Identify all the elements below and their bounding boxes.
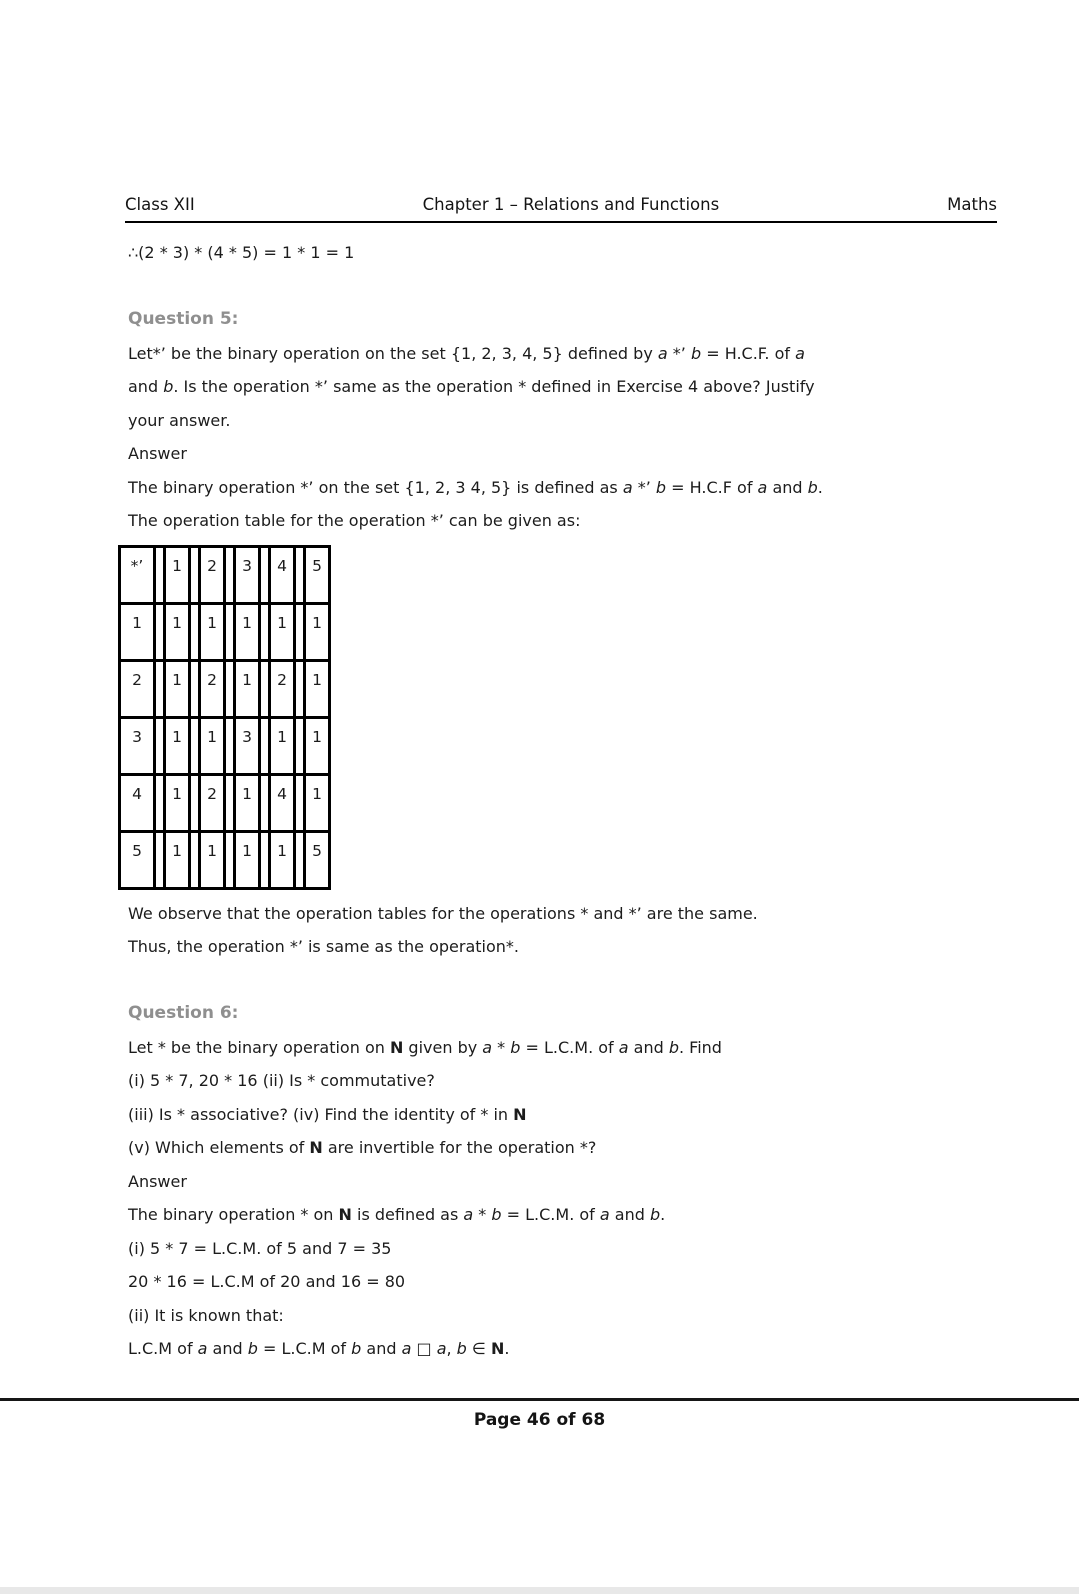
operation-table-row [118, 830, 331, 887]
q6-question-line-3: (iii) Is * associative? (iv) Find the identity of * in N [128, 1104, 527, 1124]
header-class-label: Class XII [125, 195, 195, 214]
operation-table-cell: 1 [303, 662, 331, 716]
viewer-edge-strip [0, 1587, 1079, 1594]
operation-table-cell: 1 [198, 719, 226, 773]
operation-table-cell: 1 [198, 833, 226, 887]
operation-table-cell: 5 [303, 548, 331, 602]
page-number: Page 46 of 68 [473, 1410, 606, 1430]
operation-table-row [118, 773, 331, 830]
operation-table-cell: 1 [163, 719, 191, 773]
operation-table-cell: 1 [233, 662, 261, 716]
operation-table-cell: 2 [268, 662, 296, 716]
operation-table-cell: 1 [303, 776, 331, 830]
q6-question-line-2: (i) 5 * 7, 20 * 16 (ii) Is * commutative? [128, 1071, 435, 1090]
operation-table-cell: 4 [118, 776, 156, 830]
operation-table-cell: 5 [118, 833, 156, 887]
operation-table-cell: 1 [118, 605, 156, 659]
q5-question-line-3: your answer. [128, 410, 231, 430]
operation-table-cell: 5 [303, 833, 331, 887]
conclusion-line: ∴(2 * 3) * (4 * 5) = 1 * 1 = 1 [128, 243, 355, 262]
operation-table-cell: 3 [233, 719, 261, 773]
footer-divider [0, 1398, 1079, 1401]
q5-observation-line-2: Thus, the operation *’ is same as the operation*. [128, 937, 519, 956]
operation-table-cell: 2 [118, 662, 156, 716]
operation-table-cell: *’ [118, 548, 156, 602]
document-body [128, 236, 1013, 1366]
q6-answer-line-5: L.C.M of a and b = L.C.M of b and a □ a, b ∈ N. [128, 1339, 510, 1358]
q6-answer-line-1: The binary operation * on N is defined as a * b = L.C.M. of a and b. [128, 1205, 666, 1224]
operation-table-cell: 2 [198, 662, 226, 716]
q6-question-line-1: Let * be the binary operation on N given by a * b = L.C.M. of a and b. Find [128, 1037, 722, 1057]
question-6-title: Question 6: [128, 1003, 239, 1023]
q5-question-line-2: and b. Is the operation *’ same as the operation * defined in Exercise 4 above? Justify [128, 377, 815, 396]
operation-table-cell: 4 [268, 776, 296, 830]
operation-table-cell: 1 [163, 776, 191, 830]
operation-table-cell: 1 [163, 662, 191, 716]
operation-table-cell: 1 [233, 605, 261, 659]
operation-table-cell: 1 [163, 833, 191, 887]
operation-table-cell: 4 [268, 548, 296, 602]
q6-answer-line-3: 20 * 16 = L.C.M of 20 and 16 = 80 [128, 1272, 406, 1291]
operation-table-cell: 1 [233, 833, 261, 887]
header-subject-label: Maths [947, 195, 997, 214]
operation-table-cell: 1 [163, 605, 191, 659]
q5-answer-label: Answer [128, 444, 187, 463]
q5-observation-line-1: We observe that the operation tables for the operations * and *’ are the same. [128, 903, 758, 923]
operation-table-cell: 1 [268, 833, 296, 887]
header-chapter-title: Chapter 1 – Relations and Functions [422, 195, 720, 214]
operation-table-cell: 2 [198, 548, 226, 602]
operation-table [118, 545, 331, 890]
operation-table-cell: 1 [163, 548, 191, 602]
q6-answer-line-2: (i) 5 * 7 = L.C.M. of 5 and 7 = 35 [128, 1238, 392, 1258]
operation-table-cell: 1 [268, 719, 296, 773]
operation-table-cell: 1 [303, 719, 331, 773]
operation-table-row [118, 659, 331, 716]
q6-answer-label: Answer [128, 1171, 187, 1191]
operation-table-row [118, 545, 331, 602]
q6-answer-line-4: (ii) It is known that: [128, 1305, 284, 1325]
question-5-title: Question 5: [128, 309, 239, 329]
operation-table-cell: 1 [303, 605, 331, 659]
q6-question-line-4: (v) Which elements of N are invertible for the operation *? [128, 1138, 597, 1157]
operation-table-cell: 2 [198, 776, 226, 830]
operation-table-cell: 1 [268, 605, 296, 659]
operation-table-cell: 3 [118, 719, 156, 773]
page-header [125, 188, 997, 223]
operation-table-cell: 1 [198, 605, 226, 659]
operation-table-cell: 3 [233, 548, 261, 602]
operation-table-row [118, 602, 331, 659]
operation-table-row [118, 716, 331, 773]
q5-answer-line-2: The operation table for the operation *’ can be given as: [128, 511, 581, 530]
q5-question-line-1: Let*’ be the binary operation on the set {1, 2, 3, 4, 5} defined by a *’ b = H.C.F. of a [128, 343, 805, 363]
operation-table-cell: 1 [233, 776, 261, 830]
q5-answer-line-1: The binary operation *’ on the set {1, 2, 3 4, 5} is defined as a *’ b = H.C.F of a and b. [128, 477, 823, 497]
